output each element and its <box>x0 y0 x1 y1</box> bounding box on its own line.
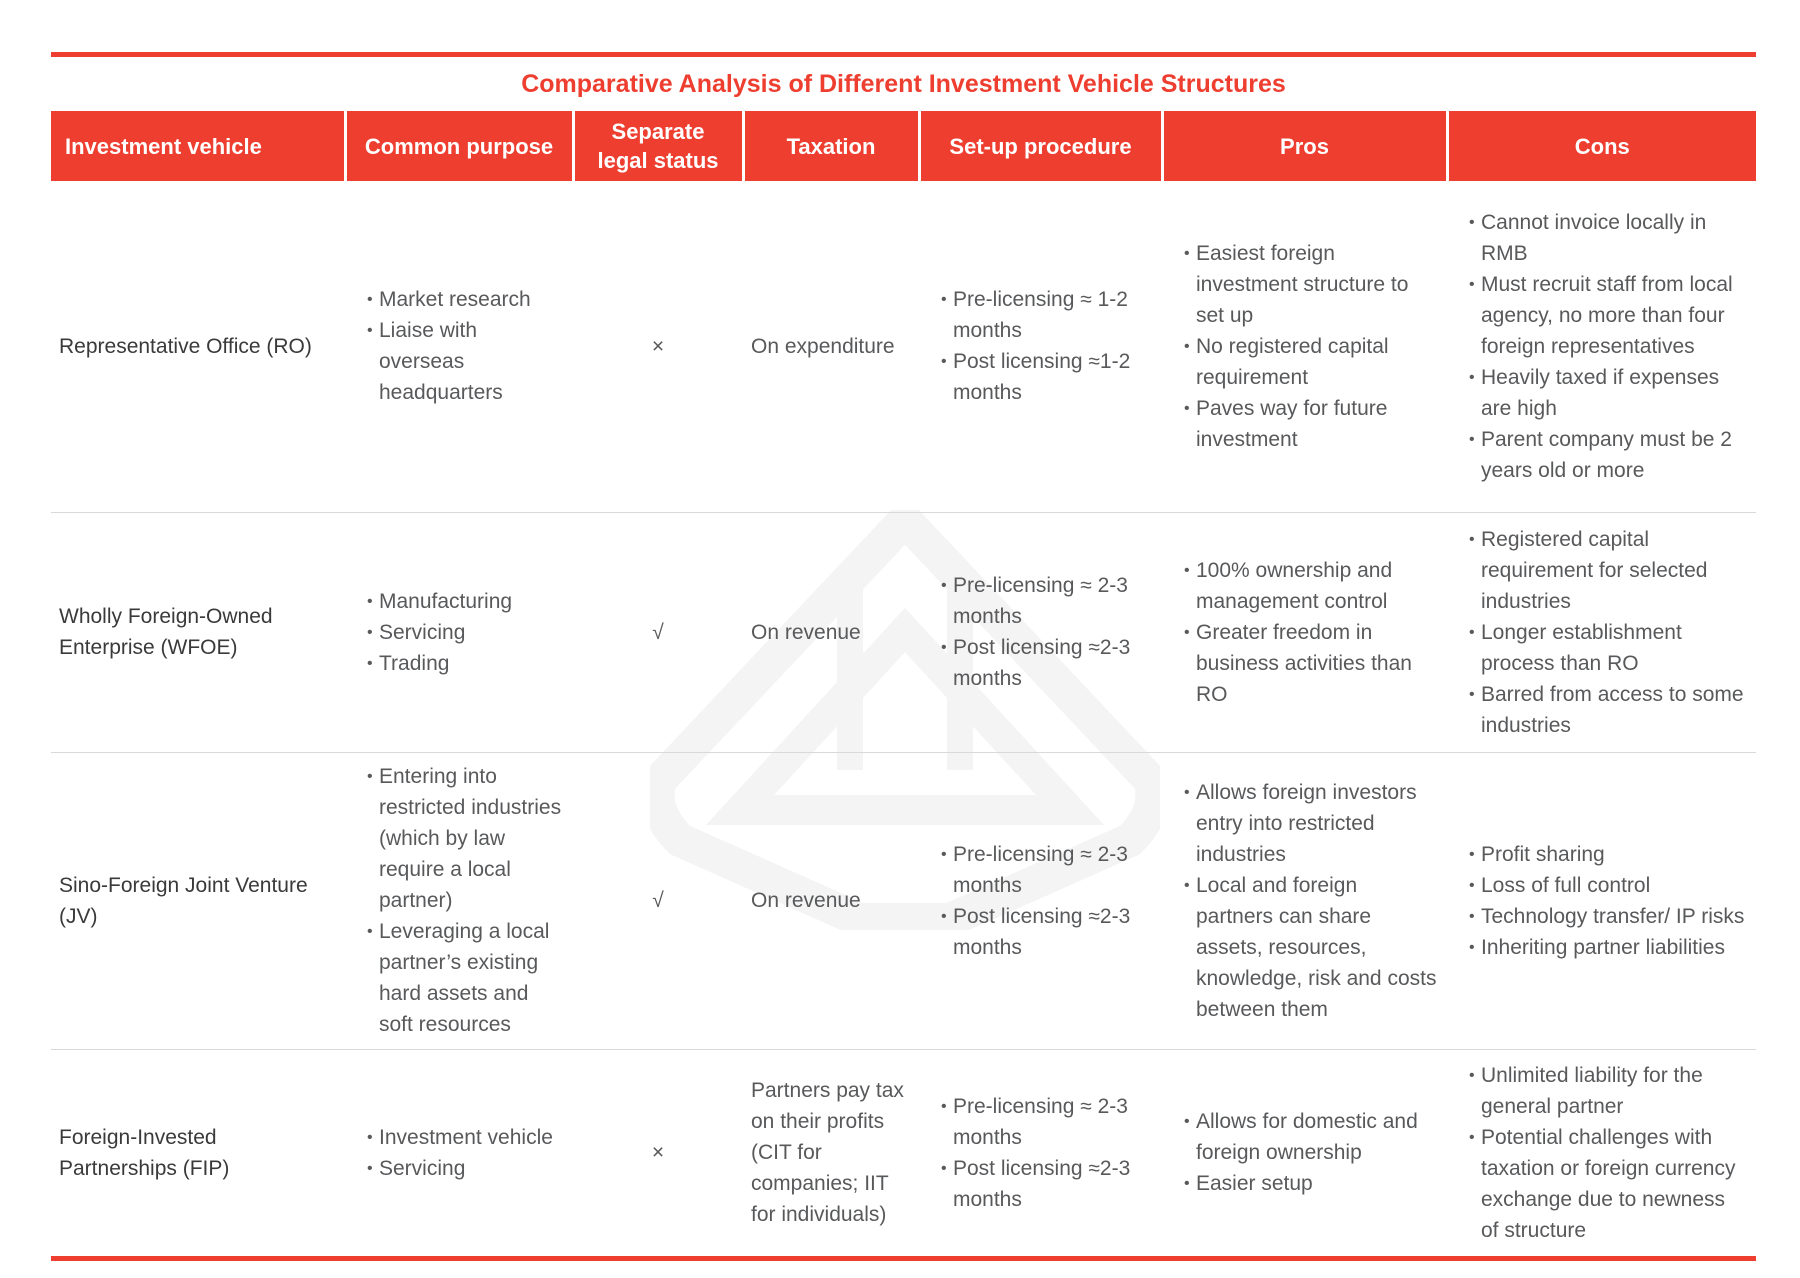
vehicle-cell: Foreign-Invested Partnerships (FIP) <box>59 1125 230 1180</box>
pros-cell <box>1162 181 1447 512</box>
header-separate-legal-status <box>573 111 743 181</box>
list-item: • Heavily taxed if expenses are high <box>1469 362 1748 424</box>
pros-cell <box>1162 512 1447 752</box>
list-item: • Investment vehicle <box>367 1122 565 1153</box>
table-row <box>51 752 1756 1049</box>
pros-cell <box>1162 1049 1447 1256</box>
vehicle-cell: Sino-Foreign Joint Venture (JV) <box>59 873 308 928</box>
header-investment-vehicle: Investment vehicle <box>51 111 345 181</box>
list-item: • Local and foreign partners can share assets, resources, knowledge, risk and costs between them <box>1184 870 1439 1025</box>
legal-status-cell: √ <box>652 889 664 912</box>
list-item: • Leveraging a local partner’s existing hard assets and soft resources <box>367 916 565 1040</box>
taxation-cell: On revenue <box>751 889 861 912</box>
list-item: • Greater freedom in business activities than RO <box>1184 617 1439 710</box>
list-item: • Inheriting partner liabilities <box>1469 932 1748 963</box>
purpose-cell <box>345 1049 573 1256</box>
header-legal-line2: legal status <box>597 148 719 173</box>
table-row <box>51 181 1756 512</box>
header-legal-line1: Separate <box>611 119 705 144</box>
header-taxation: Taxation <box>743 111 919 181</box>
list-item: • Allows for domestic and foreign ownership <box>1184 1106 1439 1168</box>
bottom-rule <box>51 1256 1756 1261</box>
list-item: • Registered capital requirement for selected industries <box>1469 524 1748 617</box>
list-item: • Parent company must be 2 years old or more <box>1469 424 1748 486</box>
list-item: • Servicing <box>367 1153 565 1184</box>
legal-status-cell: √ <box>652 620 664 644</box>
list-item: • Easier setup <box>1184 1168 1439 1199</box>
list-item: • Pre-licensing ≈ 2-3 months <box>941 570 1154 632</box>
list-item: • Longer establishment process than RO <box>1469 617 1748 679</box>
list-item: • 100% ownership and management control <box>1184 555 1439 617</box>
cons-cell <box>1447 1049 1756 1256</box>
list-item: • Loss of full control <box>1469 870 1748 901</box>
list-item: • No registered capital requirement <box>1184 331 1439 393</box>
list-item: • Technology transfer/ IP risks <box>1469 901 1748 932</box>
purpose-cell <box>345 512 573 752</box>
list-item: • Unlimited liability for the general partner <box>1469 1060 1748 1122</box>
list-item: • Post licensing ≈1-2 months <box>941 346 1154 408</box>
list-item: • Allows foreign investors entry into restricted industries <box>1184 777 1439 870</box>
list-item: • Pre-licensing ≈ 2-3 months <box>941 839 1154 901</box>
list-item: • Post licensing ≈2-3 months <box>941 1153 1154 1215</box>
pros-cell <box>1162 752 1447 1049</box>
page-title: Comparative Analysis of Different Investment Vehicle Structures <box>521 70 1286 98</box>
list-item: • Paves way for future investment <box>1184 393 1439 455</box>
taxation-cell: On revenue <box>751 620 861 644</box>
list-item: • Pre-licensing ≈ 1-2 months <box>941 284 1154 346</box>
cons-cell <box>1447 181 1756 512</box>
header-pros: Pros <box>1162 111 1447 181</box>
list-item: • Must recruit staff from local agency, no more than four foreign representatives <box>1469 269 1748 362</box>
setup-cell <box>919 181 1162 512</box>
header-row <box>51 111 1756 181</box>
cons-cell <box>1447 512 1756 752</box>
list-item: • Entering into restricted industries (which by law require a local partner) <box>367 761 565 916</box>
purpose-cell <box>345 752 573 1049</box>
table-row <box>51 512 1756 752</box>
taxation-cell: Partners pay tax on their profits (CIT for companies; IIT for individuals) <box>751 1079 904 1227</box>
table-row <box>51 1049 1756 1256</box>
list-item: • Potential challenges with taxation or foreign currency exchange due to newness of structure <box>1469 1122 1748 1246</box>
setup-cell <box>919 512 1162 752</box>
taxation-cell: On expenditure <box>751 334 895 358</box>
list-item: • Pre-licensing ≈ 2-3 months <box>941 1091 1154 1153</box>
setup-cell <box>919 752 1162 1049</box>
list-item: • Liaise with overseas headquarters <box>367 315 565 408</box>
header-common-purpose: Common purpose <box>345 111 573 181</box>
list-item: • Easiest foreign investment structure to set up <box>1184 238 1439 331</box>
legal-status-cell: × <box>651 1141 665 1165</box>
list-item: • Post licensing ≈2-3 months <box>941 901 1154 963</box>
cons-cell <box>1447 752 1756 1049</box>
vehicle-cell: Representative Office (RO) <box>59 334 312 358</box>
header-cons: Cons <box>1447 111 1756 181</box>
setup-cell <box>919 1049 1162 1256</box>
purpose-cell <box>345 181 573 512</box>
list-item: • Cannot invoice locally in RMB <box>1469 207 1748 269</box>
list-item: • Market research <box>367 284 565 315</box>
comparison-table <box>51 111 1756 1256</box>
legal-status-cell: × <box>651 334 665 358</box>
list-item: • Profit sharing <box>1469 839 1748 870</box>
list-item: • Barred from access to some industries <box>1469 679 1748 741</box>
header-setup-procedure: Set-up procedure <box>919 111 1162 181</box>
list-item: • Servicing <box>367 617 565 648</box>
comparison-sheet <box>51 52 1756 1261</box>
vehicle-cell: Wholly Foreign-Owned Enterprise (WFOE) <box>59 605 273 659</box>
list-item: • Manufacturing <box>367 586 565 617</box>
list-item: • Trading <box>367 648 565 679</box>
list-item: • Post licensing ≈2-3 months <box>941 632 1154 694</box>
